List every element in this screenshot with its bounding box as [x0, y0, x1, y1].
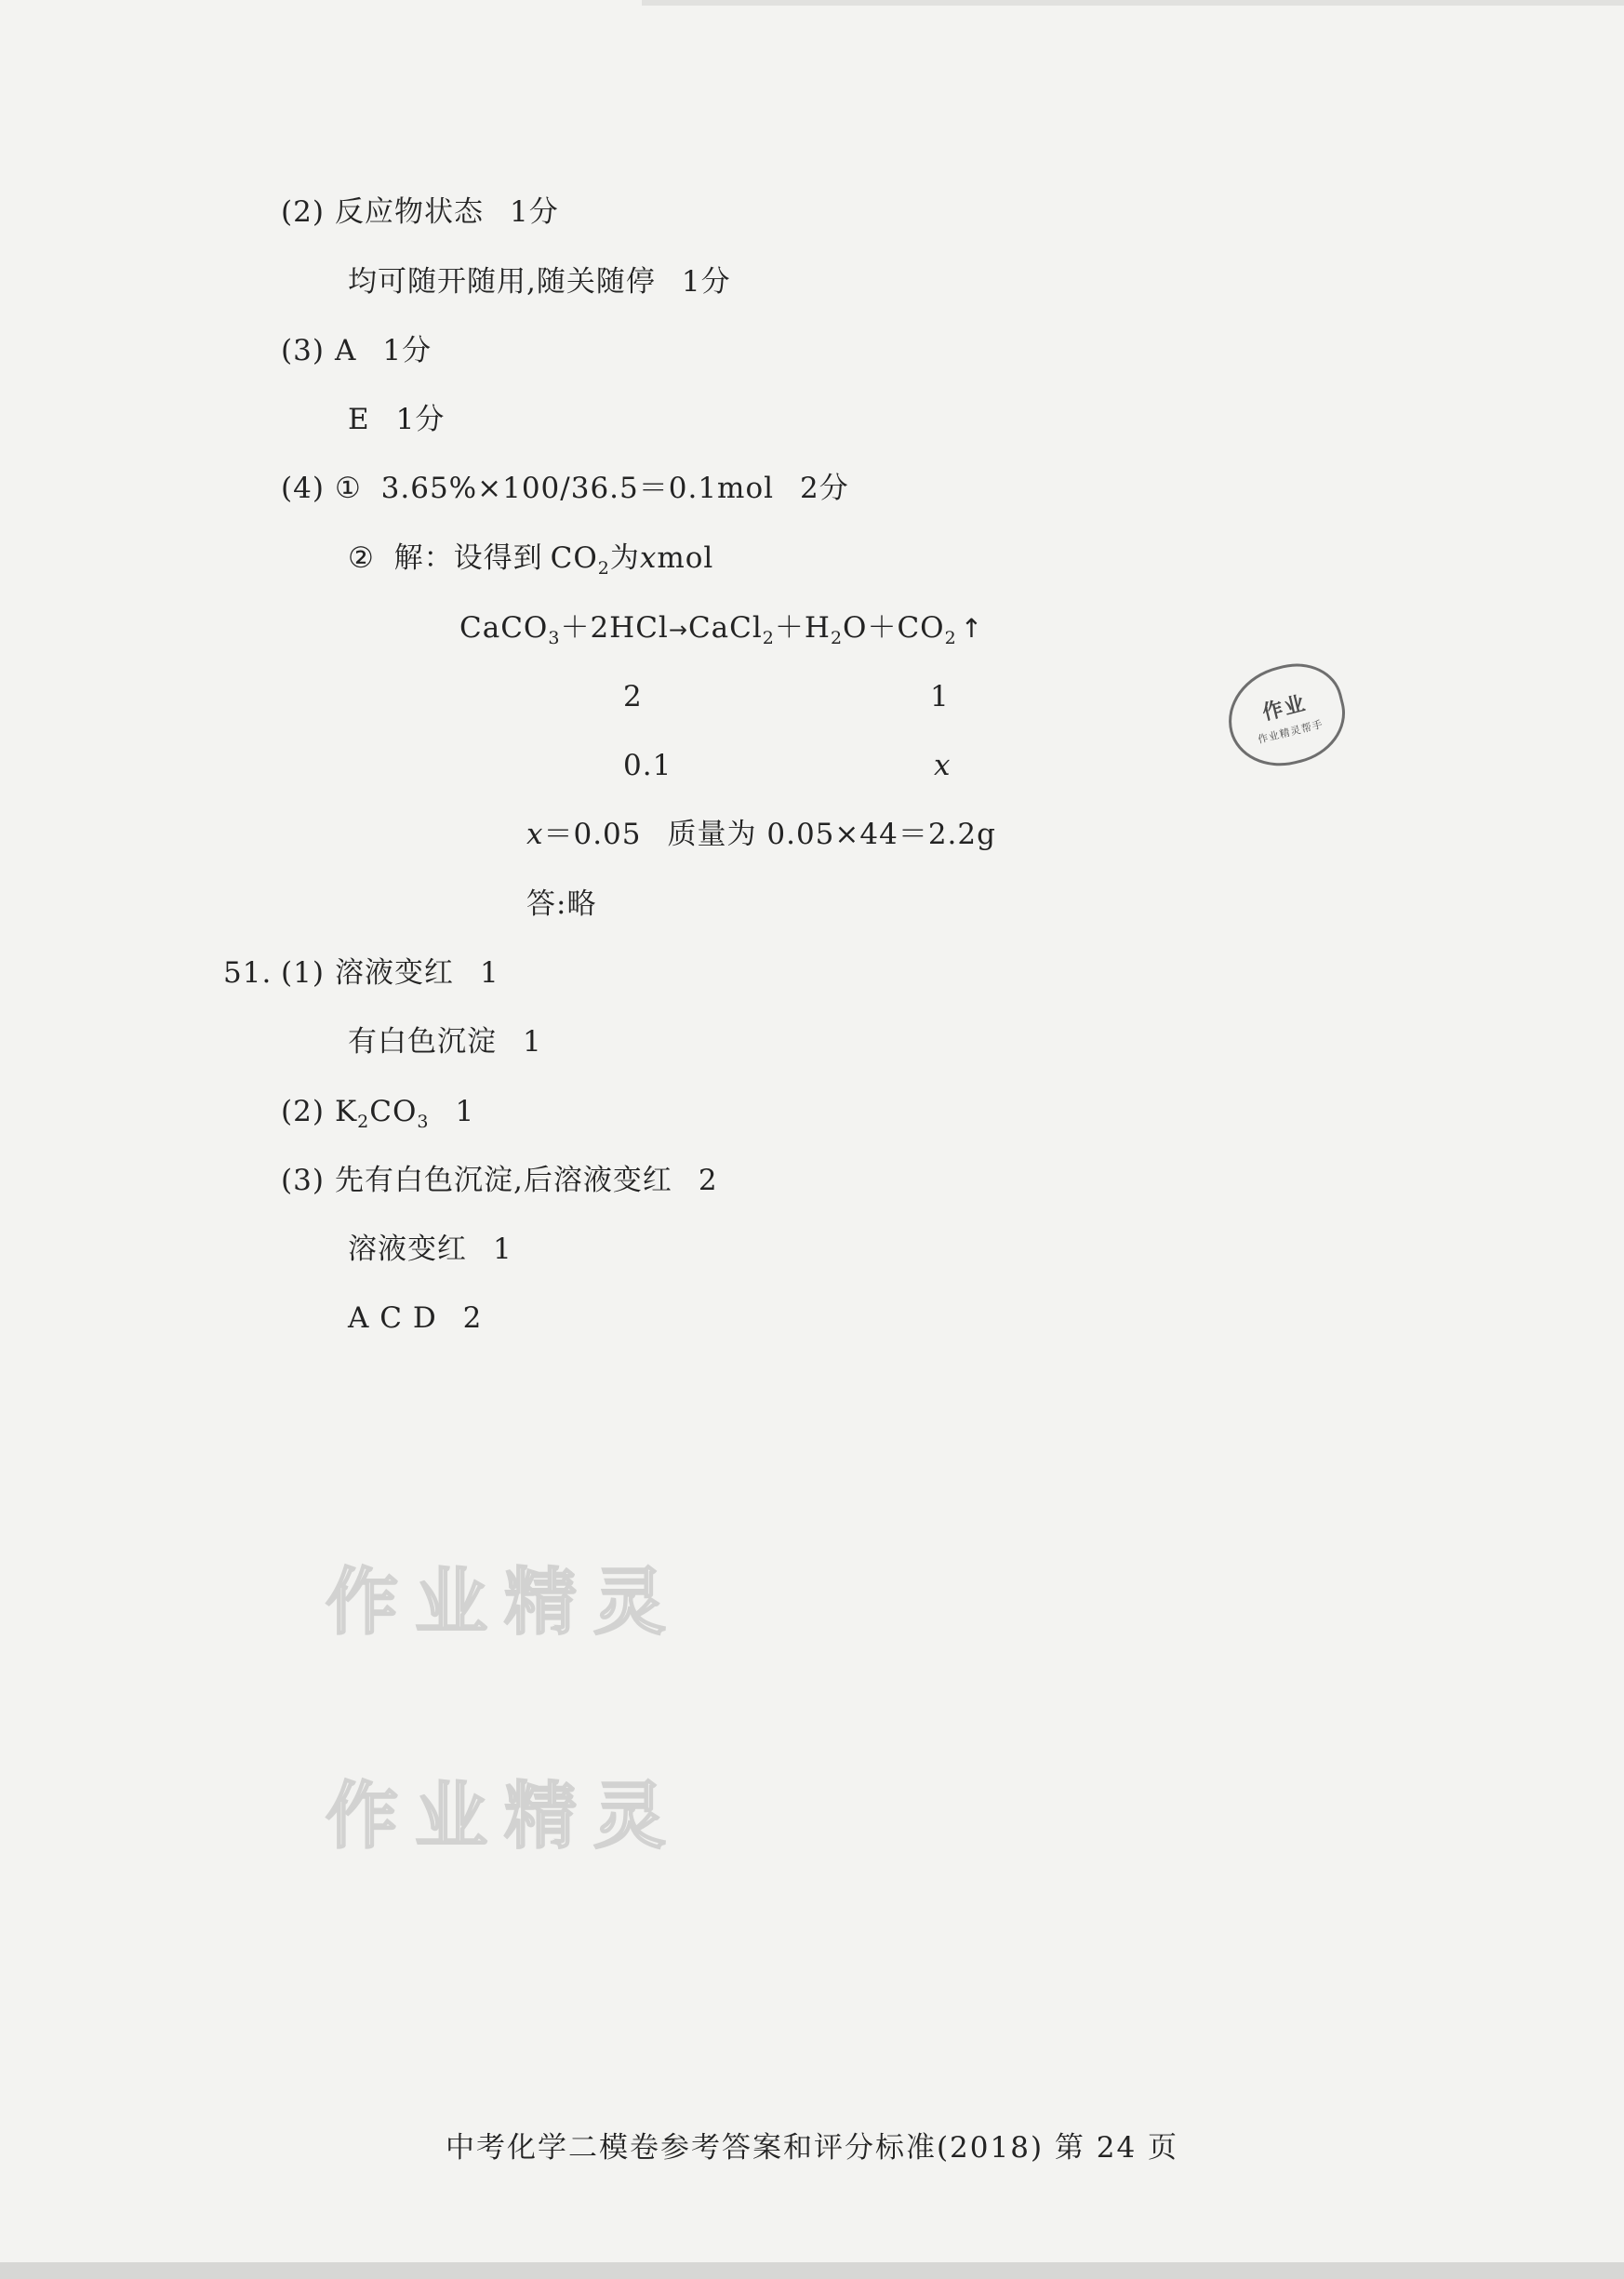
- answer-line: 答:略: [526, 887, 597, 921]
- page-footer: 中考化学二模卷参考答案和评分标准(2018) 第 24 页: [445, 2131, 1179, 2165]
- q50-part3-line1: (3) A 1分: [281, 334, 433, 367]
- ratio-left: 2: [623, 680, 643, 713]
- q51-part1-line1: 51. (1) 溶液变红 1: [223, 956, 499, 990]
- q50-part4-step2: ② 解：设得到 $CO_2$为xmol: [348, 541, 714, 579]
- top-scan-edge: [642, 0, 1624, 6]
- amount-right: x: [934, 749, 952, 782]
- q51-part3-line1: (3) 先有白色沉淀,后溶液变红 2: [281, 1164, 718, 1197]
- bottom-scan-edge: [0, 2262, 1624, 2279]
- reaction-arrow-icon: →: [668, 617, 688, 643]
- q51-part3-line3: A C D 2: [348, 1301, 483, 1335]
- chemical-equation: $CaCO_3+2HCl\to CaCl_2+H_2O+CO_2$ ↑: [459, 611, 984, 648]
- q51-part1-line2: 有白色沉淀 1: [348, 1025, 542, 1059]
- result-line: x＝0.05 质量为 0.05×44＝2.2g: [526, 818, 996, 851]
- amount-left: 0.1: [623, 749, 672, 782]
- q50-part3-line2: E 1分: [348, 403, 446, 436]
- q50-part4-step1: (4) ① 3.65%×100/36.5＝0.1mol 2分: [281, 472, 849, 505]
- watermark-lower: 作业精灵: [326, 1775, 684, 1859]
- watermark-upper: 作业精灵: [326, 1561, 684, 1645]
- q51-part3-line2: 溶液变红 1: [348, 1233, 512, 1266]
- gas-arrow-icon: ↑: [960, 613, 984, 644]
- q50-part2-line2: 均可随开随用,随关随停 1分: [348, 265, 731, 299]
- q50-part2-line1: (2) 反应物状态 1分: [281, 195, 559, 229]
- ratio-right: 1: [930, 680, 950, 713]
- homework-stamp: 作业 作业精灵帮手: [1218, 653, 1355, 777]
- q51-part2: (2) $K_2CO_3$ 1: [281, 1095, 475, 1132]
